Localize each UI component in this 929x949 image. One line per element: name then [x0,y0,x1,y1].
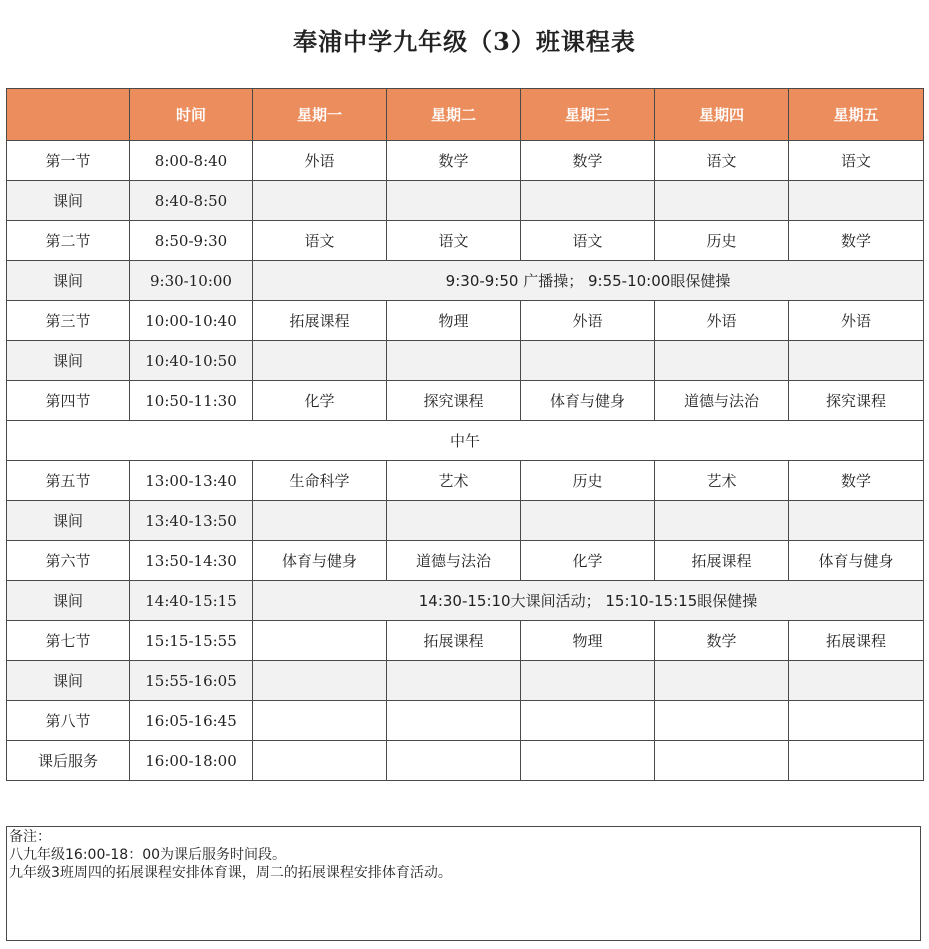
course-cell: 拓展课程 [387,621,521,661]
header-monday: 星期一 [253,89,387,141]
table-row [7,661,924,701]
course-cell [789,661,924,701]
period-label: 第八节 [7,701,130,741]
course-cell: 化学 [253,381,387,421]
course-cell [655,501,789,541]
header-row [7,89,924,141]
table-row [7,221,924,261]
time-cell: 10:40-10:50 [130,341,253,381]
period-label: 第五节 [7,461,130,501]
course-cell [789,501,924,541]
time-cell: 8:50-9:30 [130,221,253,261]
table-row [7,701,924,741]
course-cell: 语文 [789,141,924,181]
table-row [7,301,924,341]
course-cell [789,181,924,221]
period-label: 第七节 [7,621,130,661]
course-cell: 探究课程 [387,381,521,421]
course-cell: 数学 [387,141,521,181]
course-cell: 物理 [521,621,655,661]
table-row [7,581,924,621]
course-cell [655,701,789,741]
course-cell [253,621,387,661]
table-row [7,421,924,461]
time-cell: 10:00-10:40 [130,301,253,341]
period-label: 第四节 [7,381,130,421]
period-label: 课间 [7,661,130,701]
course-cell: 数学 [655,621,789,661]
course-cell: 道德与法治 [655,381,789,421]
course-cell [655,341,789,381]
time-cell: 13:00-13:40 [130,461,253,501]
time-cell: 13:50-14:30 [130,541,253,581]
header-friday: 星期五 [789,89,924,141]
table-row [7,621,924,661]
table-row [7,141,924,181]
course-cell [253,341,387,381]
course-cell: 体育与健身 [789,541,924,581]
course-cell [253,501,387,541]
header-time: 时间 [130,89,253,141]
course-cell: 数学 [789,221,924,261]
course-cell [253,741,387,781]
header-tuesday: 星期二 [387,89,521,141]
course-cell: 生命科学 [253,461,387,501]
course-cell: 数学 [521,141,655,181]
schedule-table [6,88,924,781]
course-cell [387,741,521,781]
period-label: 课间 [7,181,130,221]
course-cell: 物理 [387,301,521,341]
course-cell [521,741,655,781]
course-cell [521,661,655,701]
course-cell [387,501,521,541]
course-cell: 艺术 [387,461,521,501]
course-cell [789,741,924,781]
course-cell [789,701,924,741]
course-cell: 拓展课程 [655,541,789,581]
course-cell: 历史 [655,221,789,261]
header-thursday: 星期四 [655,89,789,141]
course-cell [655,741,789,781]
table-row [7,341,924,381]
course-cell: 语文 [387,221,521,261]
table-row [7,461,924,501]
course-cell: 语文 [655,141,789,181]
time-cell: 14:40-15:15 [130,581,253,621]
header-wednesday: 星期三 [521,89,655,141]
course-cell: 探究课程 [789,381,924,421]
course-cell: 道德与法治 [387,541,521,581]
table-row [7,381,924,421]
course-cell [253,661,387,701]
page-title: 奉浦中学九年级（3）班课程表 [293,27,636,56]
course-cell: 数学 [789,461,924,501]
time-cell: 16:05-16:45 [130,701,253,741]
header-corner [7,89,130,141]
course-cell [387,701,521,741]
course-cell [253,701,387,741]
course-cell [387,341,521,381]
course-cell [655,181,789,221]
course-cell: 外语 [655,301,789,341]
course-cell: 体育与健身 [521,381,655,421]
period-label: 课间 [7,261,130,301]
course-cell: 语文 [521,221,655,261]
course-cell: 化学 [521,541,655,581]
course-cell [521,181,655,221]
time-cell: 8:40-8:50 [130,181,253,221]
course-cell: 体育与健身 [253,541,387,581]
course-cell: 外语 [789,301,924,341]
merged-activity-cell: 9:30-9:50 广播操； 9:55-10:00眼保健操 [253,261,924,301]
course-cell [387,181,521,221]
course-cell: 拓展课程 [789,621,924,661]
period-label: 课后服务 [7,741,130,781]
course-cell: 外语 [253,141,387,181]
table-row [7,181,924,221]
course-cell [253,181,387,221]
course-cell [521,701,655,741]
period-label: 课间 [7,501,130,541]
course-cell: 语文 [253,221,387,261]
notes-line: 九年级3班周四的拓展课程安排体育课，周二的拓展课程安排体育活动。 [9,865,452,881]
table-row [7,541,924,581]
course-cell [655,661,789,701]
period-label: 第六节 [7,541,130,581]
table-row [7,741,924,781]
period-label: 课间 [7,581,130,621]
time-cell: 16:00-18:00 [130,741,253,781]
noon-break-cell: 中午 [7,421,924,461]
period-label: 第一节 [7,141,130,181]
course-cell [789,341,924,381]
period-label: 第三节 [7,301,130,341]
table-row [7,261,924,301]
notes-label: 备注： [9,829,51,845]
time-cell: 9:30-10:00 [130,261,253,301]
course-cell: 艺术 [655,461,789,501]
period-label: 第二节 [7,221,130,261]
time-cell: 13:40-13:50 [130,501,253,541]
time-cell: 10:50-11:30 [130,381,253,421]
course-cell: 历史 [521,461,655,501]
merged-activity-cell: 14:30-15:10大课间活动； 15:10-15:15眼保健操 [253,581,924,621]
period-label: 课间 [7,341,130,381]
time-cell: 15:15-15:55 [130,621,253,661]
course-cell [521,501,655,541]
course-cell: 外语 [521,301,655,341]
course-cell: 拓展课程 [253,301,387,341]
course-cell [387,661,521,701]
time-cell: 8:00-8:40 [130,141,253,181]
time-cell: 15:55-16:05 [130,661,253,701]
table-row [7,501,924,541]
notes-box [6,826,921,941]
notes-line: 八九年级16:00-18：00为课后服务时间段。 [9,847,287,863]
course-cell [521,341,655,381]
